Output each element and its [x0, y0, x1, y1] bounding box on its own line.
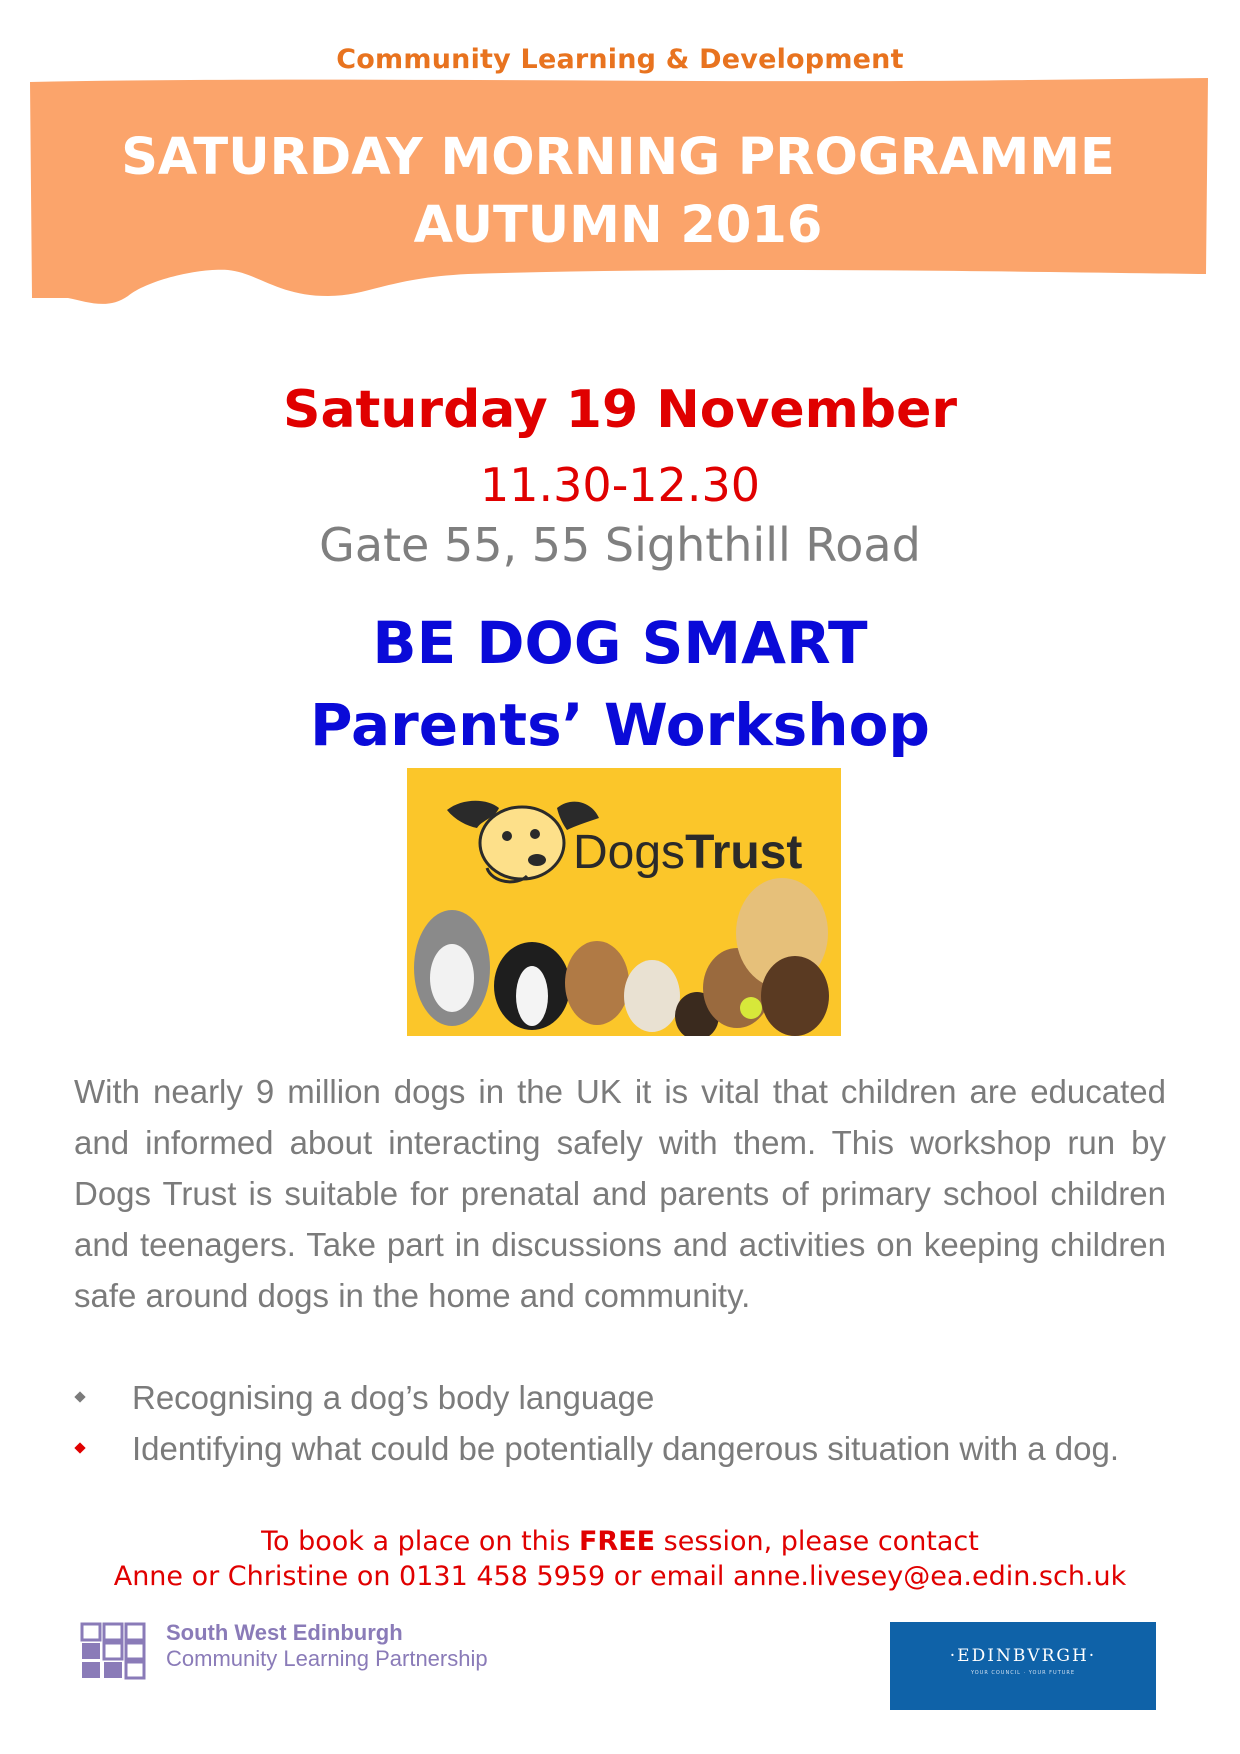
- booking-prefix: To book a place on this: [261, 1526, 579, 1557]
- banner-title-line2: AUTUMN 2016: [413, 196, 823, 255]
- bullet-diamond-icon: [74, 1391, 85, 1402]
- topic-text: Recognising a dog’s body language: [132, 1379, 655, 1416]
- event-venue: Gate 55, 55 Sighthill Road: [319, 518, 921, 572]
- partnership-name-line1: South West Edinburgh: [166, 1620, 403, 1645]
- booking-suffix: session, please contact: [655, 1526, 979, 1557]
- banner-title-line1: SATURDAY MORNING PROGRAMME: [121, 128, 1115, 187]
- partnership-logo-icon: [80, 1622, 146, 1680]
- booking-info: [0, 1524, 1240, 1594]
- council-tagline: YOUR COUNCIL · YOUR FUTURE: [970, 1670, 1076, 1676]
- edinburgh-council-logo: [890, 1622, 1156, 1710]
- organisation-name: Community Learning & Development: [336, 44, 904, 75]
- event-date: Saturday 19 November: [283, 380, 957, 440]
- programme-banner: [28, 78, 1208, 350]
- workshop-title-line1: BE DOG SMART: [372, 609, 868, 677]
- workshop-title: [0, 602, 1240, 766]
- event-time: 11.30-12.30: [480, 458, 760, 512]
- council-name: ·EDINBVRGH·: [949, 1646, 1097, 1666]
- workshop-description: With nearly 9 million dogs in the UK it is vital that children are educated and informed about interacting safely with them. This workshop run by Dogs Trust is suitable for prenatal and parents of primary school children and teenagers. Take part in discussions and activities on keeping children safe around dogs in the home and community.: [74, 1073, 1166, 1314]
- workshop-title-line2: Parents’ Workshop: [310, 691, 930, 759]
- dogs-trust-illustration: [407, 768, 841, 1036]
- dogs-trust-image: [407, 768, 841, 1036]
- booking-contact: Anne or Christine on 0131 458 5959 or email anne.livesey@ea.edin.sch.uk: [113, 1561, 1127, 1592]
- topic-item: [74, 1372, 1166, 1423]
- dogs-trust-brand: [573, 826, 802, 879]
- partnership-name-line2: Community Learning Partnership: [166, 1646, 488, 1671]
- brand-suffix: Trust: [685, 826, 803, 879]
- topic-list: [74, 1372, 1166, 1474]
- topic-text: Identifying what could be potentially dangerous situation with a dog.: [132, 1430, 1119, 1467]
- topic-item: [74, 1423, 1166, 1474]
- bullet-diamond-icon: [74, 1442, 85, 1453]
- brand-prefix: Dogs: [573, 826, 686, 879]
- booking-free-label: FREE: [578, 1526, 656, 1557]
- booking-line1: [0, 1524, 1240, 1559]
- partnership-name: [166, 1620, 488, 1672]
- banner-title: [28, 124, 1208, 260]
